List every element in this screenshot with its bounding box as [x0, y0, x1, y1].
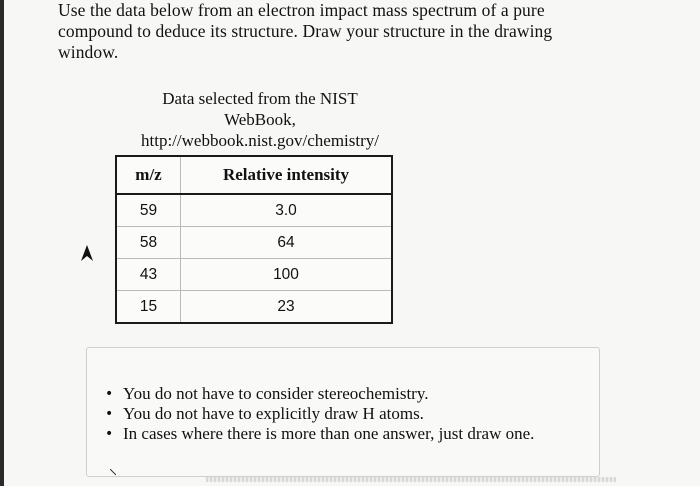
screen-left-edge [0, 0, 4, 486]
drawing-window-edge [206, 477, 616, 482]
cell-mz: 58 [116, 227, 181, 259]
table-row [116, 227, 392, 259]
caption-source-url: http://webbook.nist.gov/chemistry/ [141, 131, 379, 150]
cell-mz: 15 [116, 291, 181, 324]
header-relative-intensity: Relative intensity [181, 156, 393, 194]
question-line-3: window. [58, 42, 119, 62]
stray-mark-icon [110, 469, 116, 475]
table-row [116, 259, 392, 291]
table-caption [110, 88, 410, 151]
table-row [116, 194, 392, 227]
cell-intensity: 3.0 [181, 194, 393, 227]
caption-line-2: WebBook, [224, 110, 296, 129]
mouse-cursor-icon [80, 244, 94, 262]
cell-intensity: 64 [181, 227, 393, 259]
table-row [116, 291, 392, 324]
cell-intensity: 100 [181, 259, 393, 291]
instructions-box [86, 347, 600, 477]
list-item: • You do not have to consider stereochemistry. [103, 384, 534, 404]
caption-line-1: Data selected from the NIST [162, 89, 358, 108]
instructions-list [103, 384, 534, 444]
cell-mz: 59 [116, 194, 181, 227]
table-header-row [116, 156, 392, 194]
question-line-2: compound to deduce its structure. Draw your structure in the drawing [58, 21, 553, 41]
list-item: • In cases where there is more than one answer, just draw one. [103, 424, 534, 444]
question-text [58, 0, 658, 63]
question-line-1: Use the data below from an electron impact mass spectrum of a pure [58, 0, 545, 20]
mass-spectrum-table [115, 155, 393, 324]
cell-intensity: 23 [181, 291, 393, 324]
cell-mz: 43 [116, 259, 181, 291]
header-mz: m/z [116, 156, 181, 194]
list-item: • You do not have to explicitly draw H atoms. [103, 404, 534, 424]
